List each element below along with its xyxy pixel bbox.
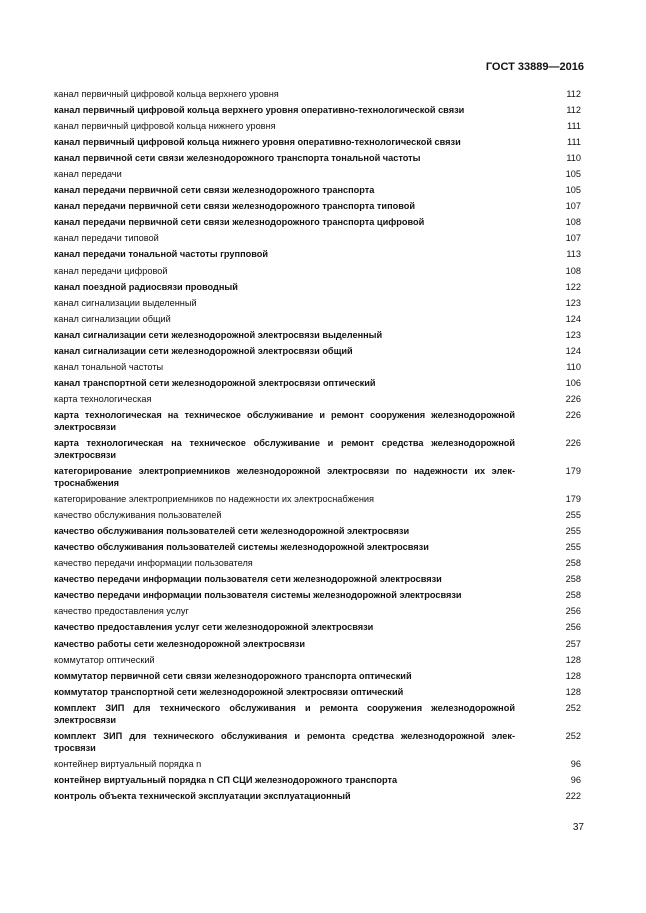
index-term: канал передачи первичной сети связи железнодорожного транспорта bbox=[54, 185, 375, 196]
index-entry bbox=[54, 409, 581, 433]
index-term: качество предоставления услуг сети железнодорожной электросвязи bbox=[54, 622, 374, 633]
index-page-ref: 252 bbox=[565, 702, 581, 713]
index-entry bbox=[54, 790, 581, 802]
index-entry bbox=[54, 297, 581, 309]
index-page-ref: 128 bbox=[565, 686, 581, 697]
index-entry bbox=[54, 621, 581, 633]
index-page-ref: 256 bbox=[565, 622, 581, 633]
index-entry bbox=[54, 541, 581, 553]
alphabetical-index bbox=[54, 88, 581, 806]
index-page-ref: 258 bbox=[565, 590, 581, 601]
index-page-ref: 105 bbox=[565, 185, 581, 196]
index-page-ref: 107 bbox=[565, 233, 581, 244]
index-page-ref: 128 bbox=[565, 654, 581, 665]
index-page-ref: 222 bbox=[565, 790, 581, 801]
index-entry bbox=[54, 329, 581, 341]
index-page-ref: 128 bbox=[565, 670, 581, 681]
index-term: канал передачи цифровой bbox=[54, 265, 168, 276]
index-entry bbox=[54, 393, 581, 405]
index-entry bbox=[54, 605, 581, 617]
index-entry bbox=[54, 104, 581, 116]
index-entry bbox=[54, 136, 581, 148]
index-entry bbox=[54, 152, 581, 164]
index-page-ref: 258 bbox=[565, 574, 581, 585]
index-term: канал передачи bbox=[54, 169, 122, 180]
index-page-ref: 124 bbox=[565, 313, 581, 324]
index-page-ref: 179 bbox=[565, 466, 581, 477]
index-term: коммутатор оптический bbox=[54, 654, 155, 665]
index-term: канал тональной частоты bbox=[54, 361, 164, 372]
index-term: карта технологическая на техническое обслуживание и ремонт средства железнодорожной электросвязи bbox=[54, 437, 515, 460]
index-entry bbox=[54, 638, 581, 650]
index-entry bbox=[54, 758, 581, 770]
index-page-ref: 112 bbox=[566, 105, 581, 116]
index-entry bbox=[54, 232, 581, 244]
index-term: канал поездной радиосвязи проводный bbox=[54, 281, 238, 292]
index-page-ref: 111 bbox=[567, 121, 581, 132]
index-page-ref: 258 bbox=[565, 558, 581, 569]
index-entry bbox=[54, 686, 581, 698]
index-entry bbox=[54, 702, 581, 726]
index-term: коммутатор транспортной сети железнодорожной электросвязи оптический bbox=[54, 686, 404, 697]
index-entry bbox=[54, 120, 581, 132]
index-term: канал сигнализации сети железнодорожной электросвязи общий bbox=[54, 345, 353, 356]
index-page-ref: 96 bbox=[570, 774, 581, 785]
index-entry bbox=[54, 200, 581, 212]
index-term: качество обслуживания пользователей сети железнодорожной электросвязи bbox=[54, 526, 410, 537]
index-page-ref: 256 bbox=[565, 606, 581, 617]
index-page-ref: 111 bbox=[567, 137, 581, 148]
index-term: канал первичной сети связи железнодорожного транспорта тональной частоты bbox=[54, 153, 421, 164]
index-term: комплект ЗИП для технического обслуживания и ремонта средства железнодорожной элек- тросвязи bbox=[54, 730, 515, 753]
index-term: качество передачи информации пользователя сети железнодорожной электросвязи bbox=[54, 574, 442, 585]
index-term: контейнер виртуальный порядка n СП СЦИ железнодорожного транспорта bbox=[54, 774, 398, 785]
index-page-ref: 108 bbox=[565, 217, 581, 228]
index-entry bbox=[54, 361, 581, 373]
index-term: канал первичный цифровой кольца нижнего уровня оперативно-технологической связи bbox=[54, 137, 461, 148]
index-entry bbox=[54, 525, 581, 537]
index-entry bbox=[54, 377, 581, 389]
index-page-ref: 257 bbox=[565, 638, 581, 649]
index-term: качество передачи информации пользователя bbox=[54, 558, 253, 569]
index-entry bbox=[54, 184, 581, 196]
index-term: категорирование электроприемников железнодорожной электросвязи по надежности их элек- троснабжения bbox=[54, 466, 515, 489]
index-page-ref: 123 bbox=[565, 297, 581, 308]
index-page-ref: 122 bbox=[565, 281, 581, 292]
index-term: карта технологическая на техническое обслуживание и ремонт сооружения железнодорожной электросвязи bbox=[54, 409, 515, 432]
index-entry bbox=[54, 654, 581, 666]
index-term: качество обслуживания пользователей bbox=[54, 510, 222, 521]
index-page-ref: 113 bbox=[566, 249, 581, 260]
index-entry bbox=[54, 774, 581, 786]
index-term: канал сигнализации общий bbox=[54, 313, 171, 324]
index-page-ref: 105 bbox=[565, 169, 581, 180]
index-term: комплект ЗИП для технического обслуживания и ремонта сооружения железнодорожной электросвязи bbox=[54, 702, 515, 725]
index-page-ref: 179 bbox=[565, 494, 581, 505]
index-page-ref: 110 bbox=[566, 153, 581, 164]
index-page-ref: 255 bbox=[565, 526, 581, 537]
index-term: канал передачи типовой bbox=[54, 233, 159, 244]
index-entry bbox=[54, 216, 581, 228]
index-page-ref: 124 bbox=[565, 345, 581, 356]
index-entry bbox=[54, 573, 581, 585]
index-page-ref: 112 bbox=[566, 89, 581, 99]
index-page-ref: 108 bbox=[565, 265, 581, 276]
index-term: качество передачи информации пользователя системы железнодорожной электросвязи bbox=[54, 590, 462, 601]
index-term: канал первичный цифровой кольца верхнего уровня оперативно-технологической связи bbox=[54, 105, 465, 116]
index-term: канал сигнализации выделенный bbox=[54, 297, 197, 308]
index-entry bbox=[54, 493, 581, 505]
index-entry bbox=[54, 465, 581, 489]
index-term: качество предоставления услуг bbox=[54, 606, 189, 617]
index-page-ref: 226 bbox=[565, 393, 581, 404]
index-term: канал передачи первичной сети связи железнодорожного транспорта типовой bbox=[54, 201, 416, 212]
index-term: канал передачи тональной частоты групповой bbox=[54, 249, 269, 260]
index-page-ref: 252 bbox=[565, 730, 581, 741]
index-entry bbox=[54, 248, 581, 260]
index-term: канал первичный цифровой кольца верхнего уровня bbox=[54, 89, 279, 99]
document-code: ГОСТ 33889—2016 bbox=[485, 61, 584, 73]
index-term: категорирование электроприемников по надежности их электроснабжения bbox=[54, 494, 375, 505]
index-entry bbox=[54, 265, 581, 277]
index-entry bbox=[54, 281, 581, 293]
index-entry bbox=[54, 589, 581, 601]
index-term: карта технологическая bbox=[54, 393, 152, 404]
index-page-ref: 255 bbox=[565, 510, 581, 521]
index-term: коммутатор первичной сети связи железнодорожного транспорта оптический bbox=[54, 670, 412, 681]
index-page-ref: 226 bbox=[565, 409, 581, 420]
index-entry bbox=[54, 509, 581, 521]
index-page-ref: 96 bbox=[570, 758, 581, 769]
index-entry bbox=[54, 730, 581, 754]
index-term: контроль объекта технической эксплуатации эксплуатационный bbox=[54, 790, 351, 801]
index-entry bbox=[54, 168, 581, 180]
index-term: качество обслуживания пользователей системы железнодорожной электросвязи bbox=[54, 542, 429, 553]
index-page-ref: 107 bbox=[565, 201, 581, 212]
index-term: канал передачи первичной сети связи железнодорожного транспорта цифровой bbox=[54, 217, 425, 228]
index-term: канал первичный цифровой кольца нижнего уровня bbox=[54, 121, 276, 132]
index-page-ref: 226 bbox=[565, 437, 581, 448]
index-term: канал сигнализации сети железнодорожной электросвязи выделенный bbox=[54, 329, 383, 340]
index-entry bbox=[54, 88, 581, 100]
index-page-ref: 255 bbox=[565, 542, 581, 553]
index-page-ref: 110 bbox=[566, 361, 581, 372]
index-entry bbox=[54, 670, 581, 682]
index-term: качество работы сети железнодорожной электросвязи bbox=[54, 638, 306, 649]
index-term: контейнер виртуальный порядка n bbox=[54, 758, 202, 769]
index-page-ref: 123 bbox=[565, 329, 581, 340]
index-entry bbox=[54, 557, 581, 569]
index-page-ref: 106 bbox=[565, 377, 581, 388]
index-entry bbox=[54, 313, 581, 325]
index-entry bbox=[54, 345, 581, 357]
index-entry bbox=[54, 437, 581, 461]
index-term: канал транспортной сети железнодорожной электросвязи оптический bbox=[54, 377, 376, 388]
page-number: 37 bbox=[572, 822, 584, 833]
